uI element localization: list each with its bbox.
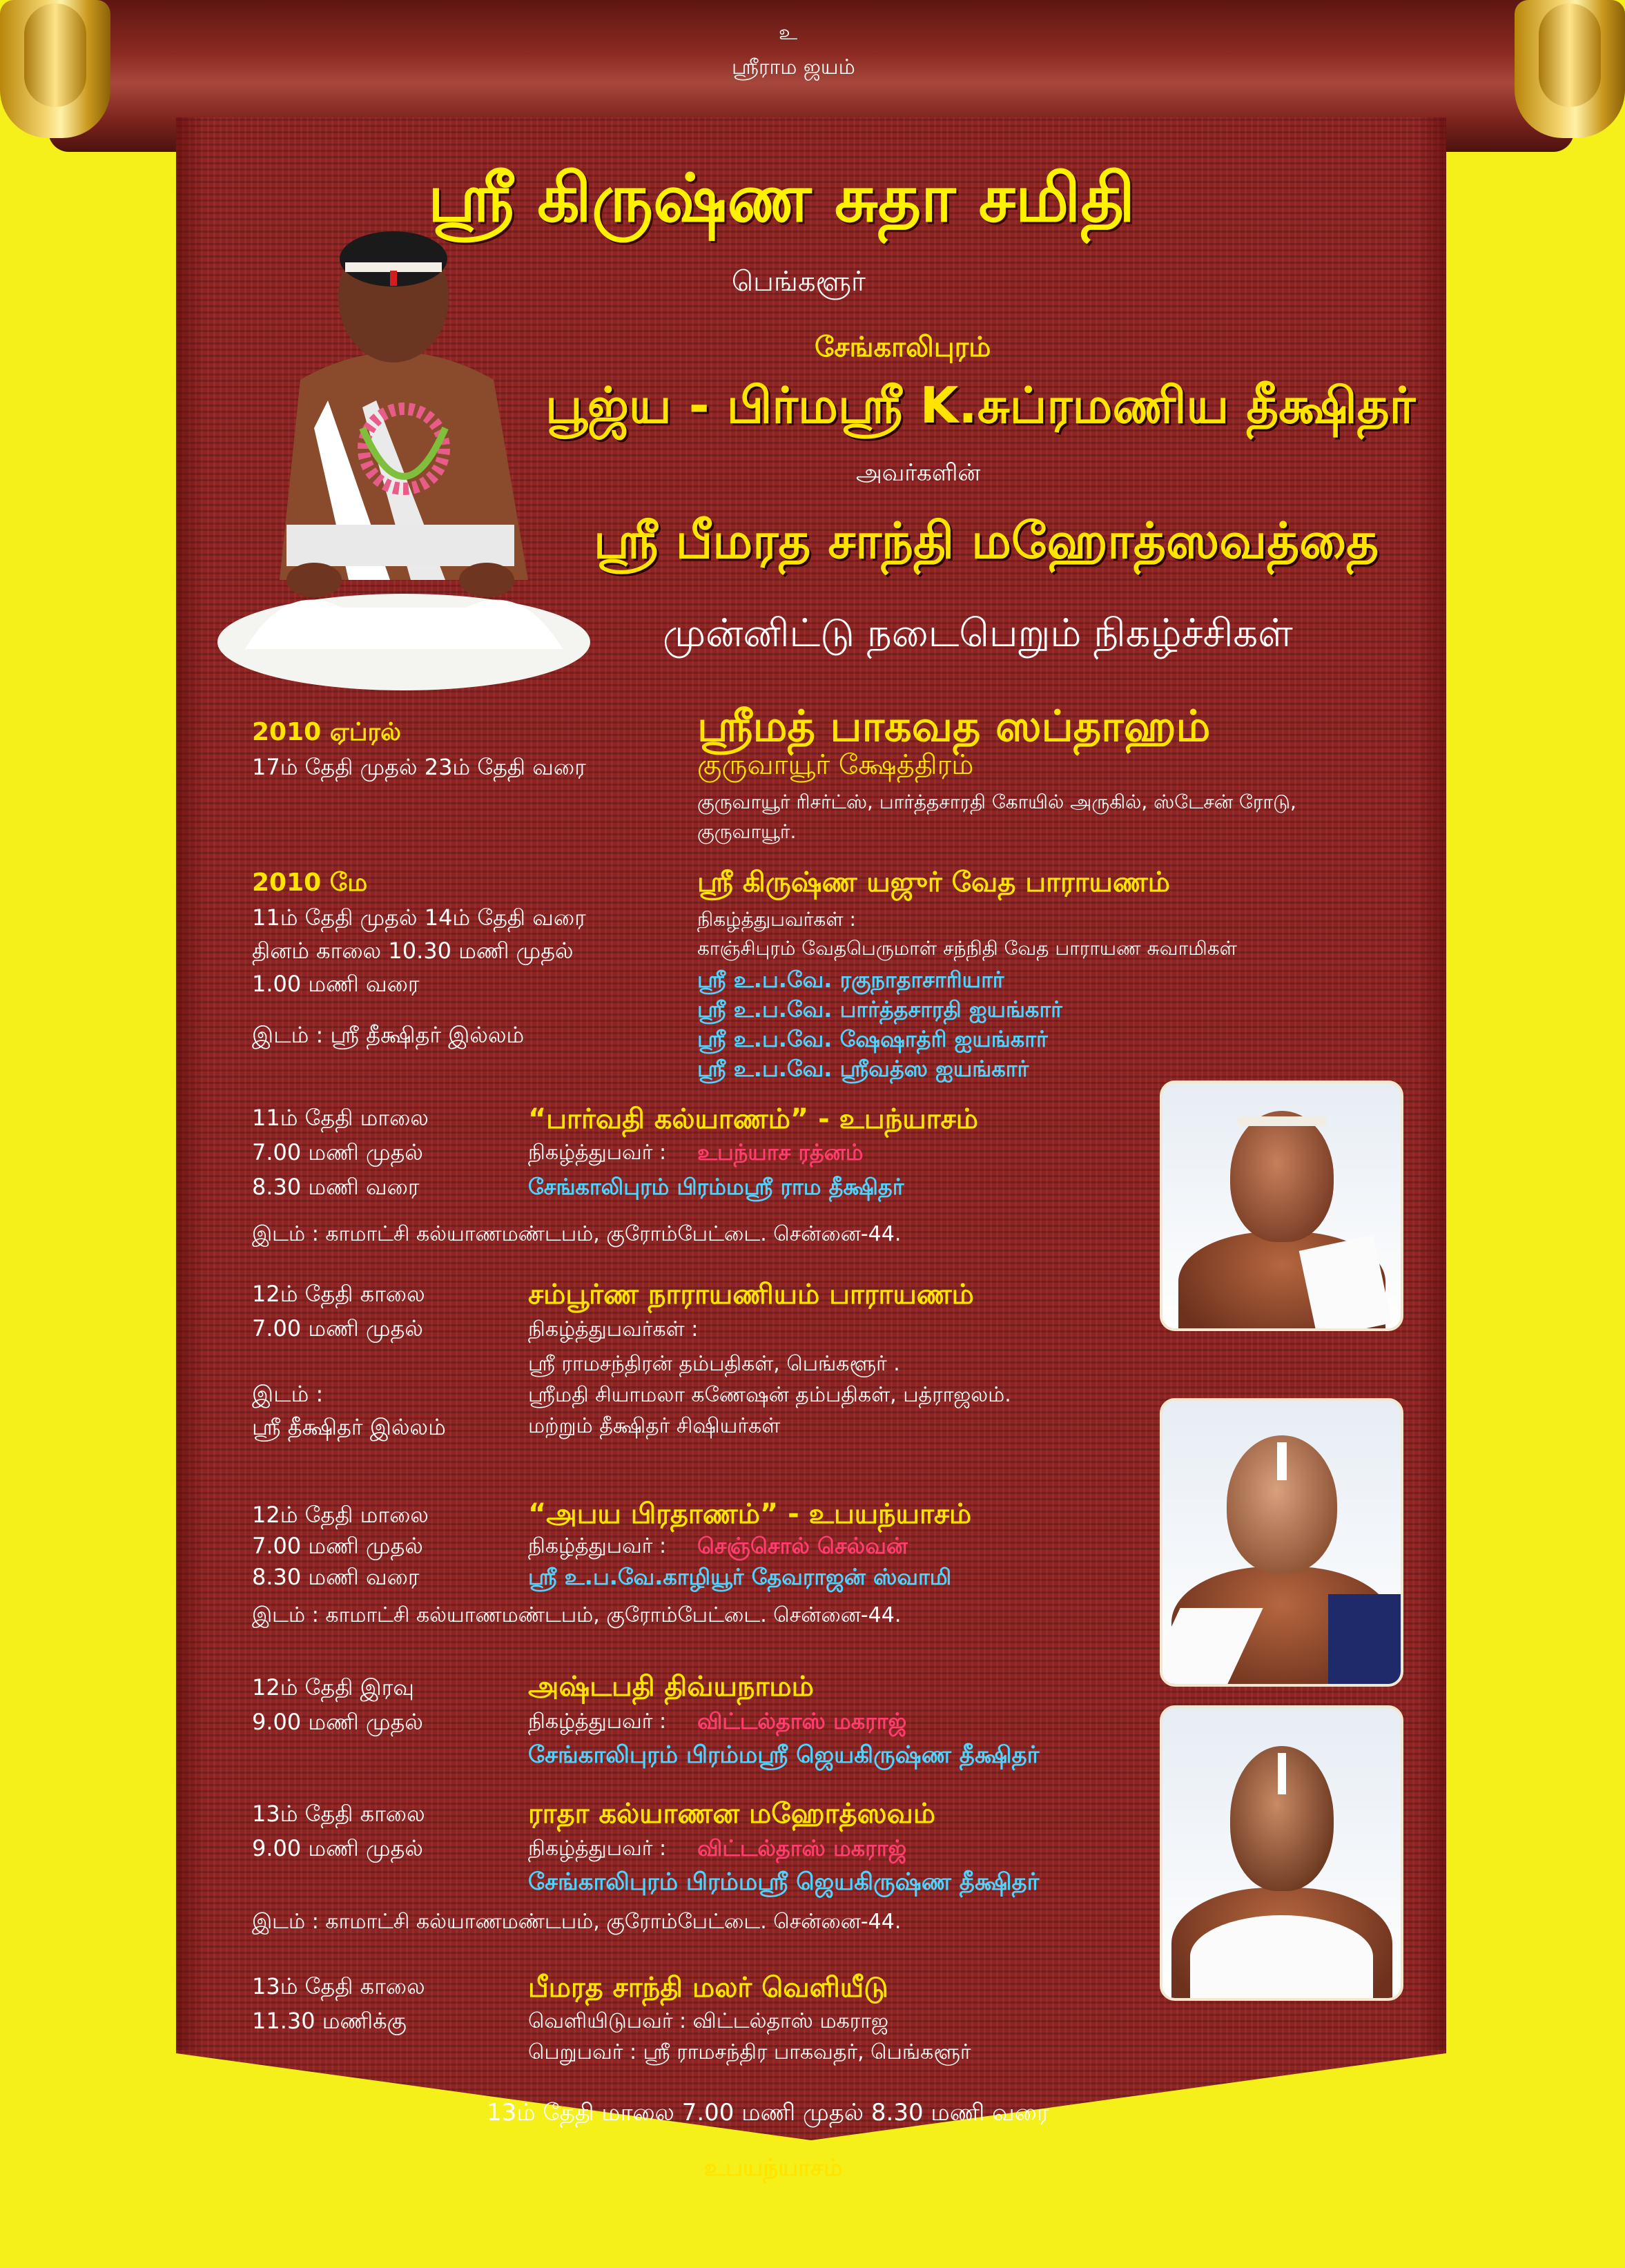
event4-place-label: இடம் : [252,1381,324,1407]
event3-time-end: 8.30 மணி வரை [252,1174,420,1200]
intro-occasion: ஸ்ரீ பீமரத சாந்தி மஹோத்ஸவத்தை [594,511,1379,570]
event4-performer: ஸ்ரீ ராமசந்திரன் தம்பதிகள், பெங்களூர் . [528,1352,900,1376]
event3-place: இடம் : காமாட்சி கல்யாணமண்டபம், குரோம்பேட்டை. சென்னை-44. [252,1222,902,1246]
event7-by-name: சேங்காலிபுரம் பிரம்மஸ்ரீ ஜெயகிருஷ்ண தீக்ஷிதர் [528,1868,1040,1896]
event2-date-range: 11ம் தேதி முதல் 14ம் தேதி வரை [252,904,586,931]
event1-date: 2010 ஏப்ரல் [252,718,402,746]
sri-rama-jayam: ஸ்ரீராம ஜயம் [732,55,855,79]
footer-label: உபயந்யாசம் [704,2154,843,2182]
event3-date: 11ம் தேதி மாலை [252,1105,429,1131]
portrait-illustration [204,221,590,690]
event5-by-title: செஞ்சொல் செல்வன் [697,1533,908,1559]
event4-by-label: நிகழ்த்துபவர்கள் : [528,1317,699,1341]
event2-performer: ஸ்ரீ உ.ப.வே. ரகுநாதாசாரியார் [697,967,1004,993]
footer-time: 13ம் தேதி மாலை 7.00 மணி முதல் 8.30 மணி வரை [487,2099,1049,2126]
event5-by-label: நிகழ்த்துபவர் : [528,1534,667,1558]
org-title: ஸ்ரீ கிருஷ்ண சுதா சமிதி [428,159,1135,237]
event7-by-label: நிகழ்த்துபவர் : [528,1836,667,1861]
event8-time: 11.30 மணிக்கு [252,2008,407,2034]
event2-performer: ஸ்ரீ உ.ப.வே. ஷேஷாத்ரி ஐயங்கார் [697,1026,1048,1052]
roller-knob-left [24,3,86,107]
event3-title: “பார்வதி கல்யாணம்” - உபந்யாசம் [528,1103,978,1135]
banner-edge-shadow [1419,117,1446,2051]
event4-time: 7.00 மணி முதல் [252,1315,423,1341]
event7-place: இடம் : காமாட்சி கல்யாணமண்டபம், குரோம்பேட்டை. சென்னை-44. [252,1910,902,1934]
speaker-photo-3 [1160,1705,1403,2001]
event3-time: 7.00 மணி முதல் [252,1139,423,1165]
event5-date: 12ம் தேதி மாலை [252,1502,429,1528]
event5-place: இடம் : காமாட்சி கல்யாணமண்டபம், குரோம்பேட்டை. சென்னை-44. [252,1603,902,1627]
event8-releaser: வெளியிடுபவர் : விட்டல்தாஸ் மகராஜ [528,2009,888,2033]
intro-avargalin: அவர்களின் [856,459,981,487]
event2-by-desc: காஞ்சிபுரம் வேதபெருமாள் சந்நிதி வேத பாராயண சுவாமிகள் [697,937,1237,960]
event8-receiver: பெறுபவர் : ஸ்ரீ ராமசந்திர பாகவதர், பெங்களூர் [528,2040,971,2064]
org-city: பெங்களூர் [732,266,866,298]
event2-place: இடம் : ஸ்ரீ தீக்ஷிதர் இல்லம் [252,1022,525,1048]
event3-by-title: உபந்யாச ரத்னம் [697,1139,864,1165]
event1-title: ஸ்ரீமத் பாகவத ஸப்தாஹம் [697,701,1211,751]
speaker-photo-2 [1160,1398,1403,1687]
event4-performer: ஸ்ரீமதி சியாமலா கணேஷன் தம்பதிகள், பத்ராஜலம். [528,1383,1011,1407]
event1-address-city: குருவாயூர். [697,820,797,843]
event8-title: பீமரத சாந்தி மலர் வெளியீடு [528,1972,888,2004]
intro-subtitle: முன்னிட்டு நடைபெறும் நிகழ்ச்சிகள் [663,611,1293,656]
event7-date: 13ம் தேதி காலை [252,1801,425,1827]
event7-time: 9.00 மணி முதல் [252,1835,423,1861]
event5-time: 7.00 மணி முதல் [252,1533,423,1559]
event4-performer: மற்றும் தீக்ஷிதர் சிஷியர்கள் [528,1414,781,1438]
main-portrait-photo [204,221,590,690]
event1-address: குருவாயூர் ரிசர்ட்ஸ், பார்த்தசாரதி கோயில் அருகில், ஸ்டேசன் ரோடு, [697,791,1296,813]
event1-date-range: 17ம் தேதி முதல் 23ம் தேதி வரை [252,754,586,780]
event2-by-label: நிகழ்த்துபவர்கள் : [697,908,856,931]
event6-date: 12ம் தேதி இரவு [252,1674,414,1700]
event6-time: 9.00 மணி முதல் [252,1709,423,1735]
event6-by-label: நிகழ்த்துபவர் : [528,1709,667,1734]
event3-by-label: நிகழ்த்துபவர் : [528,1141,667,1165]
event7-by-title: விட்டல்தாஸ் மகராஜ் [697,1835,907,1861]
event8-date: 13ம் தேதி காலை [252,1973,425,1999]
intro-place: சேங்காலிபுரம் [815,331,991,363]
banner-edge-shadow [176,117,204,2051]
speaker-photo-1 [1160,1080,1403,1331]
event2-time-end: 1.00 மணி வரை [252,971,420,997]
roller-knob-right [1539,3,1601,107]
event6-title: அஷ்டபதி திவ்யநாமம் [528,1671,814,1703]
event2-performer: ஸ்ரீ உ.ப.வே. பார்த்தசாரதி ஐயங்கார் [697,996,1062,1022]
event5-title: “அபய பிரதாணம்” - உபயந்யாசம் [528,1498,972,1530]
event3-by-name: சேங்காலிபுரம் பிரம்மஸ்ரீ ராம தீக்ஷிதர் [528,1174,904,1200]
event4-date: 12ம் தேதி காலை [252,1281,425,1307]
event4-place: ஸ்ரீ தீக்ஷிதர் இல்லம் [252,1414,446,1440]
event6-by-title: விட்டல்தாஸ் மகராஜ் [697,1708,907,1734]
event2-title: ஸ்ரீ கிருஷ்ண யஜுர் வேத பாராயணம் [697,866,1170,898]
event2-performer: ஸ்ரீ உ.ப.வே. ஸ்ரீவத்ஸ ஐயங்கார் [697,1056,1029,1082]
event2-date: 2010 மே [252,869,368,897]
event5-by-name: ஸ்ரீ உ.ப.வே.காழியூர் தேவராஜன் ஸ்வாமி [528,1564,952,1590]
invocation-mark: உ [779,21,798,45]
event5-time-end: 8.30 மணி வரை [252,1564,420,1590]
intro-person: பூஜ்ய - பிர்மஸ்ரீ K.சுப்ரமணிய தீக்ஷிதர் [545,376,1416,434]
event4-title: சம்பூர்ண நாராயணியம் பாராயணம் [528,1279,974,1310]
event2-time: தினம் காலை 10.30 மணி முதல் [252,938,574,964]
event6-by-name: சேங்காலிபுரம் பிரம்மஸ்ரீ ஜெயகிருஷ்ண தீக்ஷிதர் [528,1741,1040,1769]
event7-title: ராதா கல்யாணன மஹோத்ஸவம் [528,1798,936,1830]
event1-venue: குருவாயூர் க்ஷேத்திரம் [697,749,974,781]
